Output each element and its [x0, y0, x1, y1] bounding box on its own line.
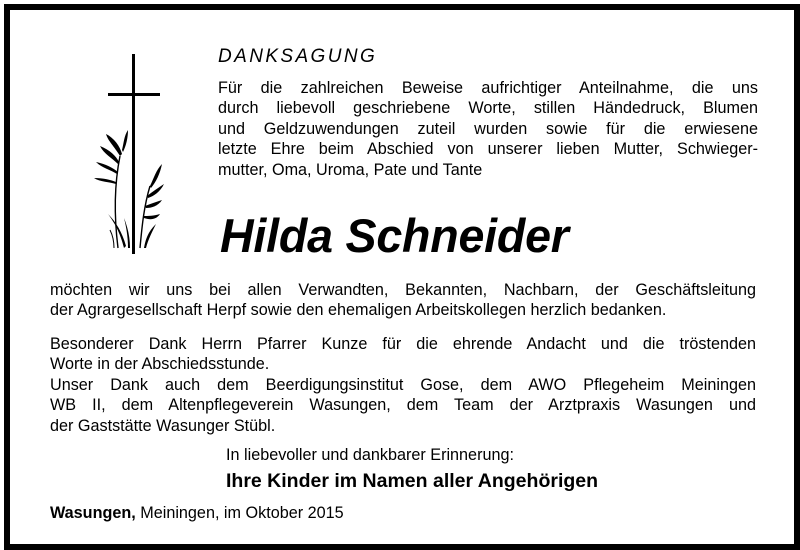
- intro-line: durch liebevoll geschriebene Worte, stillen Händedruck, Blumen: [218, 99, 758, 118]
- special-thanks-line: Worte in der Abschiedsstunde.: [50, 355, 270, 374]
- special-thanks-line: WB II, dem Altenpflegeverein Wasungen, dem Team der Arztpraxis Wasungen und: [50, 396, 756, 415]
- place-name: Wasungen,: [50, 504, 136, 522]
- notice-border: [4, 4, 800, 550]
- special-thanks-line: Besonderer Dank Herrn Pfarrer Kunze für die ehrende Andacht und die tröstenden: [50, 335, 756, 353]
- special-thanks-line: der Gaststätte Wasunger Stübl.: [50, 416, 276, 435]
- intro-text: [218, 78, 758, 180]
- cross-with-wheat-icon: [84, 46, 166, 254]
- intro-line: und Geldzuwendungen zuteil wurden sowie für die erwiesene: [218, 119, 758, 138]
- closing-line: In liebevoller und dankbarer Erinnerung:: [226, 446, 514, 464]
- thanks-line: der Agrargesellschaft Herpf sowie den ehemaligen Arbeitskollegen herzlich bedanken.: [50, 301, 667, 320]
- deceased-name: Hilda Schneider: [220, 209, 569, 262]
- thanks-line: möchten wir uns bei allen Verwandten, Bekannten, Nachbarn, der Geschäftsleitung: [50, 281, 756, 299]
- special-thanks-paragraph: [50, 334, 756, 436]
- intro-line: Für die zahlreichen Beweise aufrichtiger Anteilnahme, die uns: [218, 79, 758, 97]
- signature: Ihre Kinder im Namen aller Angehörigen: [226, 470, 599, 492]
- intro-line: letzte Ehre beim Abschied von unserer lieben Mutter, Schwieger-: [218, 140, 758, 159]
- place-date-text: Meiningen, im Oktober 2015: [135, 504, 344, 522]
- place-date: [50, 504, 344, 523]
- thanks-paragraph: [50, 280, 756, 321]
- intro-line: mutter, Oma, Uroma, Pate und Tante: [218, 160, 483, 179]
- special-thanks-line: Unser Dank auch dem Beerdigungsinstitut Gose, dem AWO Pflegeheim Meiningen: [50, 375, 756, 394]
- heading: DANKSAGUNG: [218, 46, 378, 67]
- notice-body: [10, 10, 794, 544]
